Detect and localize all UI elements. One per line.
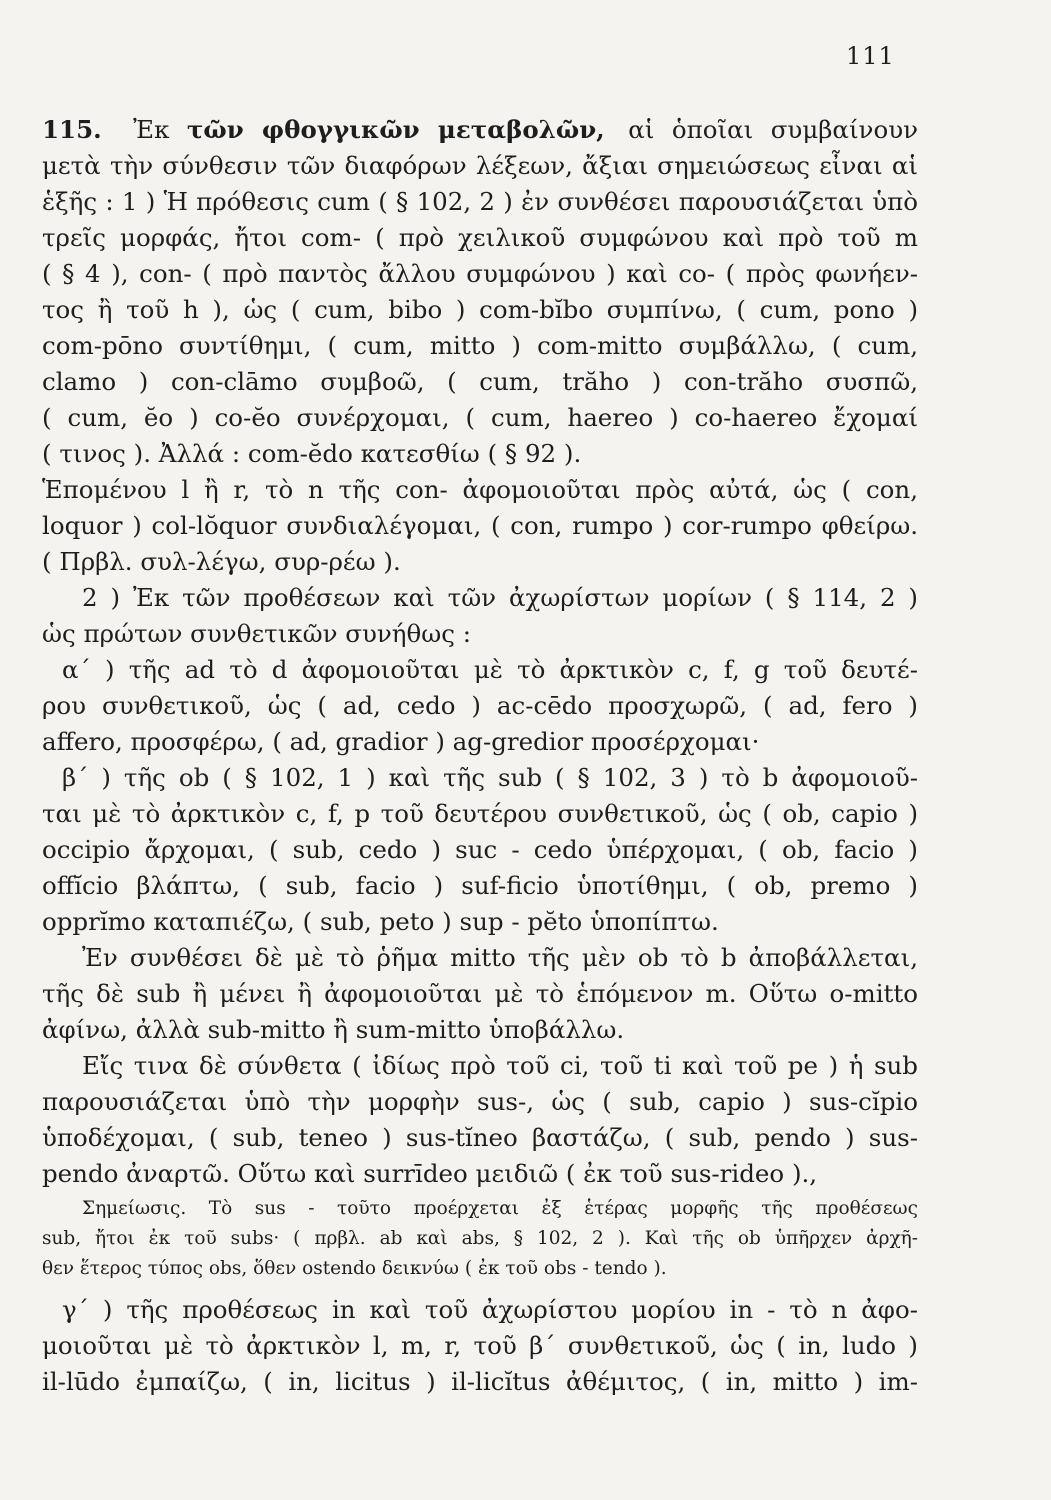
text-line-8: ( cum, ĕo ) co-ĕo συνέρχομαι, ( cum, haereo ) co-haereo ἔχομαί (42, 403, 918, 432)
text-line-28: ὑποδέχομαι, ( sub, teneo ) sus-tĭneo βαστάζω, ( sub, pendo ) sus- (42, 1123, 918, 1152)
text-line-23: Ἐν συνθέσει δὲ μὲ τὸ ῥῆμα mitto τῆς μὲν ob τὸ b ἀποβάλλεται, (82, 943, 918, 972)
footnote-block (42, 1194, 918, 1284)
section-prefix: Ἐκ (133, 115, 170, 144)
page-number: 111 (846, 42, 895, 70)
text-line-18: β΄ ) τῆς ob ( § 102, 1 ) καὶ τῆς sub ( § 102, 3 ) τὸ b ἀφομοιοῦ- (62, 763, 918, 792)
text-line-7: clamo ) con-clāmo συμβοῶ, ( cum, trăho ) con-trăho συσπῶ, (42, 367, 918, 396)
section-heading-line (42, 112, 918, 148)
text-line-27: παρουσιάζεται ὑπὸ τὴν μορφὴν sus-, ὡς ( sub, capio ) sus-cĭpio (42, 1087, 918, 1116)
text-line-10: Ἑπομένου l ἢ r, τὸ n τῆς con- ἀφομοιοῦται πρὸς αὐτά, ὡς ( con, (42, 475, 918, 504)
text-line-4: ( § 4 ), con- ( πρὸ παντὸς ἄλλου συμφώνου ) καὶ co- ( πρὸς φωνήεν- (42, 259, 918, 288)
final-line-1: γ΄ ) τῆς προθέσεως in καὶ τοῦ ἀχωρίστου μορίου in - τὸ n ἀφο- (62, 1295, 918, 1324)
text-line-29: pendo ἀναρτῶ. Οὕτω καὶ surrīdeo μειδιῶ ( ἐκ τοῦ sus-rideo )., (42, 1159, 818, 1188)
text-line-12: ( Πρβλ. συλ-λέγω, συρ-ρέω ). (42, 547, 401, 576)
text-line-9: ( τινος ). Ἀλλά : com-ĕdo κατεσθίω ( § 92 ). (42, 439, 582, 468)
section-heading-rest: αἱ ὁποῖαι συμβαίνουν (628, 115, 918, 144)
final-line-3: il-lūdo ἐμπαίζω, ( in, licitus ) il-licĭtus ἀθέμιτος, ( in, mitto ) im- (42, 1367, 918, 1396)
text-line-21: offĭcio βλάπτω, ( sub, facio ) suf-ficio ὑποτίθημι, ( ob, premo ) (42, 871, 918, 900)
text-line-22: opprĭmo καταπιέζω, ( sub, peto ) sup - pĕto ὑποπίπτω. (42, 907, 719, 936)
text-line-13: 2 ) Ἐκ τῶν προθέσεων καὶ τῶν ἀχωρίστων μορίων ( § 114, 2 ) (82, 583, 918, 612)
section-number: 115. (42, 115, 102, 144)
text-line-1: μετὰ τὴν σύνθεσιν τῶν διαφόρων λέξεων, ἄξιαι σημειώσεως εἶναι αἱ (42, 151, 918, 180)
note-line-3: θεν ἕτερος τύπος obs, ὅθεν ostendo δεικνύω ( ἐκ τοῦ obs - tendo ). (42, 1258, 667, 1279)
text-line-11: loquor ) col-lŏquor συνδιαλέγομαι, ( con, rumpo ) cor-rumpo φθείρω. (42, 511, 918, 540)
text-line-19: ται μὲ τὸ ἀρκτικὸν c, f, p τοῦ δευτέρου συνθετικοῦ, ὡς ( ob, capio ) (42, 799, 918, 828)
page-body (42, 112, 918, 1400)
final-line-2: μοιοῦται μὲ τὸ ἀρκτικὸν l, m, r, τοῦ β΄ συνθετικοῦ, ὡς ( in, ludo ) (42, 1331, 918, 1360)
text-line-5: τος ἢ τοῦ h ), ὡς ( cum, bibo ) com-bĭbo συμπίνω, ( cum, pono ) (42, 295, 918, 324)
text-line-2: ἑξῆς : 1 ) Ἡ πρόθεσις cum ( § 102, 2 ) ἐν συνθέσει παρουσιάζεται ὑπὸ (42, 187, 918, 216)
text-line-25: ἀφίνω, ἀλλὰ sub-mitto ἢ sum-mitto ὑποβάλλω. (42, 1015, 625, 1044)
section-title: τῶν φθογγικῶν μεταβολῶν, (186, 115, 605, 144)
note-line-1: Σημείωσις. Τὸ sus - τοῦτο προέρχεται ἐξ ἑτέρας μορφῆς τῆς προθέσεως (82, 1198, 918, 1219)
text-line-15: α΄ ) τῆς ad τὸ d ἀφομοιοῦται μὲ τὸ ἀρκτικὸν c, f, g τοῦ δευτέ- (62, 655, 918, 684)
text-line-26: Εἴς τινα δὲ σύνθετα ( ἰδίως πρὸ τοῦ ci, τοῦ ti καὶ τοῦ pe ) ἡ sub (82, 1051, 918, 1080)
note-line-2: sub, ἤτοι ἐκ τοῦ subs· ( πρβλ. ab καὶ abs, § 102, 2 ). Καὶ τῆς ob ὑπῆρχεν ἀρχῆ- (42, 1228, 918, 1249)
text-line-6: com-pōno συντίθημι, ( cum, mitto ) com-mitto συμβάλλω, ( cum, (42, 331, 918, 360)
text-line-24: τῆς δὲ sub ἢ μένει ἢ ἀφομοιοῦται μὲ τὸ ἑπόμενον m. Οὕτω o-mitto (42, 979, 918, 1008)
text-line-17: affero, προσφέρω, ( ad, gradior ) ag-gredior προσέρχομαι· (42, 727, 760, 756)
text-line-3: τρεῖς μορφάς, ἤτοι com- ( πρὸ χειλικοῦ συμφώνου καὶ πρὸ τοῦ m (42, 223, 918, 252)
text-line-20: occipio ἄρχομαι, ( sub, cedo ) suc - cedo ὑπέρχομαι, ( ob, facio ) (42, 835, 918, 864)
text-line-16: ρου συνθετικοῦ, ὡς ( ad, cedo ) ac-cēdo προσχωρῶ, ( ad, fero ) (42, 691, 918, 720)
text-line-14: ὡς πρώτων συνθετικῶν συνήθως : (42, 619, 471, 648)
